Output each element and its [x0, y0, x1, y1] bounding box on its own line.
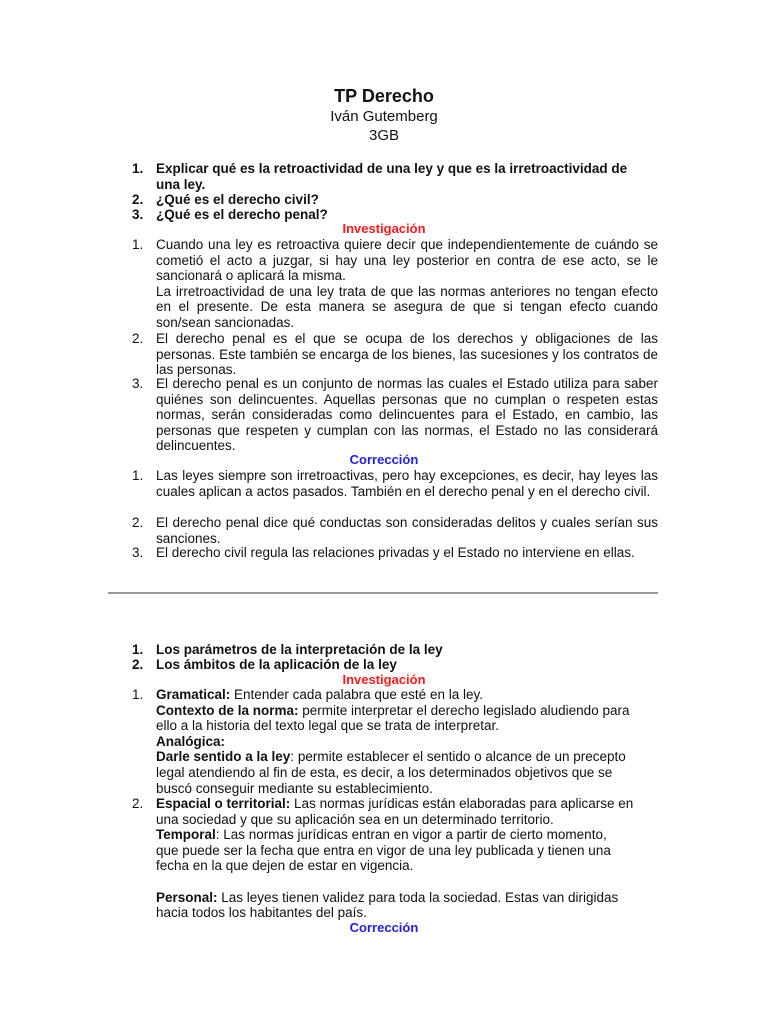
definition-text: fecha en la que dejen de estar en vigencia. [156, 858, 414, 874]
correction-1 [132, 468, 658, 499]
term-label: Analógica: [156, 733, 226, 749]
answer-2 [132, 331, 658, 378]
term-label: Gramatical: [156, 687, 231, 702]
class-group: 3GB [368, 127, 399, 144]
list-number: 1. [132, 237, 144, 252]
document-title: TP Derecho [334, 86, 434, 106]
list-number: 2. [132, 657, 144, 672]
analogica-line [156, 734, 658, 750]
question-text: ¿Qué es el derecho civil? [156, 192, 319, 207]
gramatical-line [156, 687, 658, 703]
definition-text: Las normas jurídicas están elaboradas para aplicarse en [290, 796, 634, 811]
espacial-line [156, 796, 658, 812]
list-number: 1. [132, 687, 144, 702]
answer-1 [132, 237, 658, 331]
list-number: 1. [132, 161, 144, 176]
definition-text: que puede ser la fecha que entra en vigor de una ley publicada y tienen una [156, 842, 611, 858]
definition-text: ello a la historia del texto legal que se trata de interpretar. [156, 718, 499, 734]
definition-text: permite interpretar el derecho legislado aludiendo para [298, 702, 630, 718]
list-number: 3. [132, 545, 144, 560]
definition-text: una sociedad y que su aplicación sea en un determinado territorio. [156, 811, 554, 827]
definition-text: : permite establecer el sentido o alcance de un precepto [290, 749, 626, 765]
list-number: 1. [132, 642, 144, 657]
definition-text: hacia todos los habitantes del país. [156, 905, 367, 921]
sentido-line [156, 749, 658, 765]
term-label: Personal: [156, 889, 218, 905]
temporal-line [156, 827, 658, 843]
term-label: Temporal [156, 827, 216, 843]
list-number: 3. [132, 207, 144, 222]
question-2-2 [132, 657, 658, 673]
term-label: Darle sentido a la ley [156, 749, 291, 765]
list-number: 2. [132, 192, 144, 207]
question-text: Explicar qué es la retroactividad de una ley y que es la irretroactividad de [156, 161, 628, 176]
correction-2 [132, 515, 658, 546]
term-label: Contexto de la norma: [156, 702, 299, 718]
author-name: Iván Gutemberg [330, 108, 438, 125]
correction-text: Las leyes siempre son irretroactivas, pero hay excepciones, es decir, hay leyes las cuales aplican a actos pasados. También en el derecho penal y en el derecho civil. [156, 468, 658, 499]
definition-text: legal atendiendo al fin de esta, es decir, a los determinados objetivos que se [156, 764, 613, 780]
definition-text: Las leyes tienen validez para toda la sociedad. Estas van dirigidas [217, 889, 619, 905]
section-heading-correccion-2: Corrección [349, 920, 419, 935]
question-text: Los ámbitos de la aplicación de la ley [156, 657, 397, 672]
list-number: 2. [132, 796, 144, 811]
definition-text: : Las normas jurídicas entran en vigor a partir de cierto momento, [215, 827, 607, 843]
question-2 [132, 192, 658, 208]
section-divider [108, 592, 658, 594]
definition-text: buscó conseguir mediante su establecimiento. [156, 780, 433, 796]
list-number: 3. [132, 376, 144, 391]
section-heading-correccion: Corrección [349, 452, 419, 467]
correction-3 [132, 545, 658, 561]
list-number: 2. [132, 515, 144, 530]
section-heading-investigacion: Investigación [342, 221, 426, 236]
answer-2-1 [132, 687, 658, 796]
term-label: Espacial o territorial: [156, 796, 291, 811]
section-heading-investigacion-2: Investigación [342, 672, 426, 687]
correction-text: El derecho penal dice qué conductas son consideradas delitos y cuales serían sus sanciones. [156, 515, 658, 546]
personal-line [156, 890, 658, 906]
question-text: una ley. [156, 176, 206, 192]
question-text: Los parámetros de la interpretación de la ley [156, 642, 443, 657]
question-2-1 [132, 642, 658, 658]
answer-text: El derecho penal es un conjunto de normas las cuales el Estado utiliza para saber quiénes son delincuentes. Aquellas personas que no cumplan o respeten estas normas, serán consideradas como delincuentes para el Estado, en cambio, las personas que respeten y cumplan con las normas, el Estado no las considerará delincuentes. [156, 376, 658, 454]
question-text: ¿Qué es el derecho penal? [156, 207, 328, 222]
answer-text: El derecho penal es el que se ocupa de los derechos y obligaciones de las personas. Este también se encarga de los bienes, las sucesiones y los contratos de las personas. [156, 331, 658, 378]
answer-text: La irretroactividad de una ley trata de que las normas anteriores no tengan efecto en el presente. De esta manera se asegura de que si tengan efecto cuando son/sean sancionadas. [156, 283, 658, 330]
list-number: 1. [132, 468, 144, 483]
definition-text: Entender cada palabra que esté en la ley. [230, 687, 483, 702]
answer-2-2 [132, 796, 658, 921]
answer-text: Cuando una ley es retroactiva quiere decir que independientemente de cuándo se cometió el acto a juzgar, si hay una ley posterior en contra de ese acto, se le sancionará o aplicará la misma. [156, 237, 658, 284]
list-number: 2. [132, 331, 144, 346]
contexto-line [156, 703, 658, 719]
answer-3 [132, 376, 658, 454]
question-1 [132, 161, 658, 192]
correction-text: El derecho civil regula las relaciones privadas y el Estado no interviene en ellas. [156, 545, 635, 560]
